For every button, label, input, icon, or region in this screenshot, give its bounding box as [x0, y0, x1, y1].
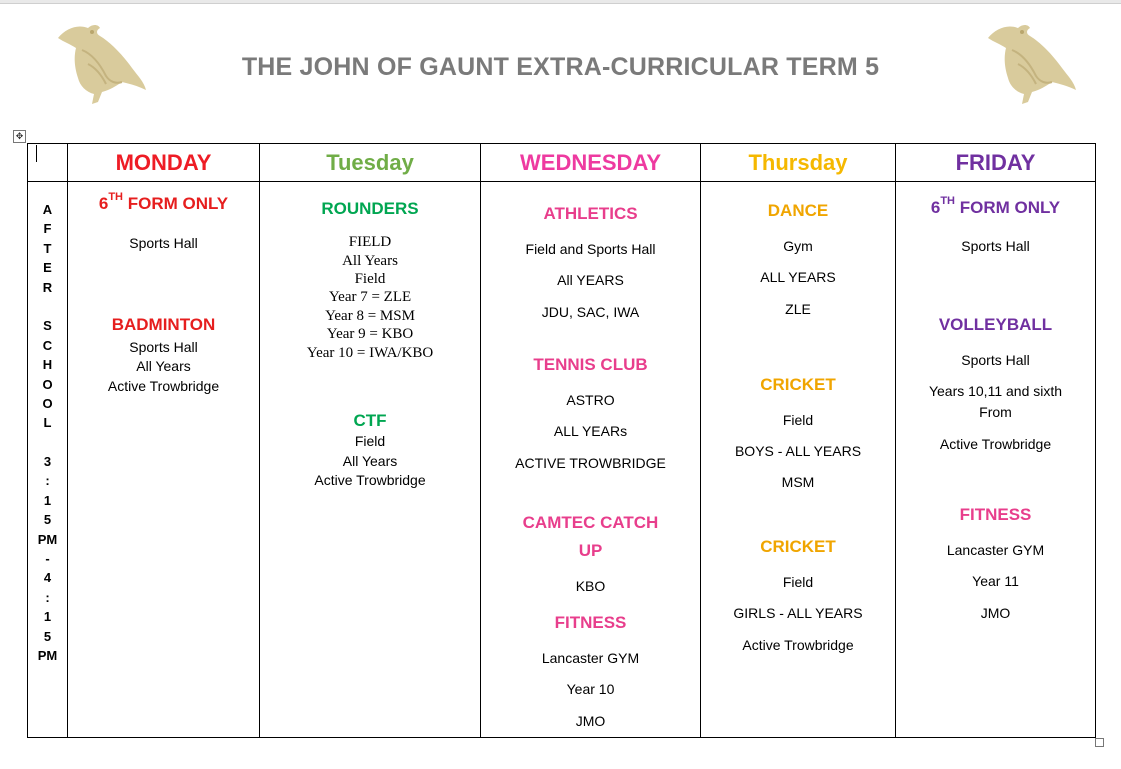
- side-label-char: F: [43, 221, 52, 237]
- monday-badminton-heading: BADMINTON: [111, 315, 216, 334]
- header-row: [28, 144, 1096, 182]
- wednesday-fitness-line: Year 10: [566, 681, 615, 697]
- wednesday-athletics-line: All YEARS: [557, 272, 624, 288]
- monday-badminton-line: Sports Hall: [129, 339, 198, 355]
- wednesday-cell: [481, 182, 701, 738]
- friday-fitness-heading: FITNESS: [959, 505, 1032, 524]
- thursday-cricket-girls-line: Active Trowbridge: [742, 637, 854, 653]
- text-cursor: [36, 145, 37, 162]
- side-label-char: :: [45, 473, 50, 489]
- side-label-char: 5: [43, 512, 52, 528]
- friday-cell: [896, 182, 1096, 738]
- monday-sixth-form-heading: 6TH FORM ONLY: [98, 191, 229, 213]
- page-title: THE JOHN OF GAUNT EXTRA-CURRICULAR TERM 5: [241, 53, 880, 81]
- side-label-char: 1: [43, 492, 52, 508]
- side-label-char: R: [42, 279, 53, 295]
- wednesday-fitness-line: Lancaster GYM: [541, 650, 640, 666]
- tuesday-rounders-line: Year 8 = MSM: [325, 308, 415, 324]
- tuesday-rounders-line: Year 10 = IWA/KBO: [306, 345, 434, 361]
- monday-sixth-form-venue: Sports Hall: [129, 235, 198, 251]
- wednesday-tennis-line: ASTRO: [566, 392, 615, 408]
- side-label-char: T: [43, 240, 52, 256]
- thursday-cricket-girls-line: GIRLS - ALL YEARS: [733, 605, 863, 621]
- side-label-char: O: [42, 376, 53, 392]
- tuesday-ctf-line: Active Trowbridge: [314, 472, 426, 488]
- side-label-char: 3: [43, 454, 52, 470]
- corner-cell[interactable]: [28, 144, 68, 182]
- friday-volleyball-line: Sports Hall: [961, 352, 1030, 368]
- thursday-dance-line: ALL YEARS: [760, 269, 836, 285]
- thursday-cricket-boys-heading: CRICKET: [760, 375, 836, 394]
- day-header-monday: MONDAY: [68, 144, 260, 182]
- side-label-char: [28, 297, 67, 316]
- tuesday-cell: [260, 182, 481, 738]
- wednesday-athletics-line: Field and Sports Hall: [525, 241, 656, 257]
- wednesday-athletics-line: JDU, SAC, IWA: [541, 304, 640, 320]
- monday-badminton-line: All Years: [136, 358, 191, 374]
- tuesday-rounders-heading: ROUNDERS: [321, 199, 419, 218]
- wednesday-tennis-line: ACTIVE TROWBRIDGE: [515, 455, 666, 471]
- tuesday-rounders-line: FIELD: [348, 234, 392, 250]
- tuesday-rounders-line: All Years: [342, 253, 398, 269]
- thursday-cell: [701, 182, 896, 738]
- day-header-friday: FRIDAY: [896, 144, 1096, 182]
- wednesday-tennis-heading: TENNIS CLUB: [533, 355, 648, 374]
- table-move-handle-icon[interactable]: ✥: [13, 130, 26, 143]
- table-resize-handle[interactable]: [1095, 738, 1104, 747]
- thursday-dance-heading: DANCE: [767, 201, 829, 220]
- timetable: [27, 143, 1096, 738]
- side-label-char: A: [42, 202, 53, 217]
- side-label-char: PM: [37, 531, 58, 547]
- day-header-thursday: Thursday: [701, 144, 896, 182]
- side-label-char: H: [42, 357, 53, 373]
- thursday-cricket-boys-line: Field: [782, 412, 814, 428]
- friday-volleyball-heading: VOLLEYBALL: [938, 315, 1053, 334]
- friday-fitness-line: Lancaster GYM: [946, 542, 1045, 558]
- wednesday-fitness-heading: FITNESS: [554, 613, 627, 632]
- day-header-tuesday: Tuesday: [260, 144, 481, 182]
- thursday-cricket-girls-line: Field: [782, 574, 814, 590]
- monday-badminton-line: Active Trowbridge: [107, 378, 220, 394]
- time-label: [28, 182, 68, 738]
- monday-cell: [68, 182, 260, 738]
- thursday-dance-line: Gym: [783, 238, 813, 254]
- friday-volleyball-line: From: [979, 404, 1012, 420]
- side-label-char: 1: [43, 609, 52, 625]
- tuesday-ctf-line: Field: [354, 433, 386, 449]
- friday-volleyball-line: Years 10,11 and sixth: [928, 383, 1063, 399]
- wednesday-athletics-heading: ATHLETICS: [543, 204, 638, 223]
- tuesday-ctf-line: All Years: [342, 453, 398, 469]
- thursday-dance-line: ZLE: [785, 301, 811, 317]
- wednesday-camtec-heading-cont: UP: [578, 541, 603, 560]
- ruler-edge-line: [0, 3, 1121, 4]
- friday-fitness-line: JMO: [980, 605, 1011, 621]
- side-label-char: C: [42, 337, 53, 353]
- wednesday-camtec-line: KBO: [575, 578, 606, 594]
- tuesday-rounders-line: Year 7 = ZLE: [328, 289, 412, 305]
- side-label-char: [28, 433, 67, 452]
- side-label-char: L: [43, 415, 52, 431]
- friday-sixth-form-heading: 6TH FORM ONLY: [930, 195, 1061, 217]
- activity-row: [28, 182, 1096, 738]
- thursday-cricket-boys-line: BOYS - ALL YEARS: [734, 443, 862, 459]
- side-label-char: 4: [43, 570, 52, 586]
- side-label-char: :: [45, 589, 50, 605]
- tuesday-rounders-line: Year 9 = KBO: [326, 326, 414, 342]
- side-label-char: -: [45, 551, 50, 567]
- wednesday-fitness-line: JMO: [575, 713, 606, 729]
- side-label-char: O: [42, 395, 53, 411]
- side-label-char: 5: [43, 628, 52, 644]
- tuesday-ctf-heading: CTF: [353, 411, 387, 430]
- friday-volleyball-line: Active Trowbridge: [939, 436, 1052, 452]
- side-label-char: S: [43, 318, 52, 334]
- thursday-cricket-boys-line: MSM: [781, 474, 815, 490]
- thursday-cricket-girls-heading: CRICKET: [760, 537, 836, 556]
- friday-fitness-line: Year 11: [972, 573, 1019, 589]
- wednesday-camtec-heading: CAMTEC CATCH: [522, 513, 659, 532]
- tuesday-rounders-line: Field: [354, 271, 386, 287]
- day-header-wednesday: WEDNESDAY: [481, 144, 701, 182]
- side-label-char: E: [43, 260, 52, 276]
- wednesday-tennis-line: ALL YEARs: [553, 423, 628, 439]
- side-label-char: PM: [37, 647, 58, 663]
- friday-sixth-form-venue: Sports Hall: [961, 238, 1030, 254]
